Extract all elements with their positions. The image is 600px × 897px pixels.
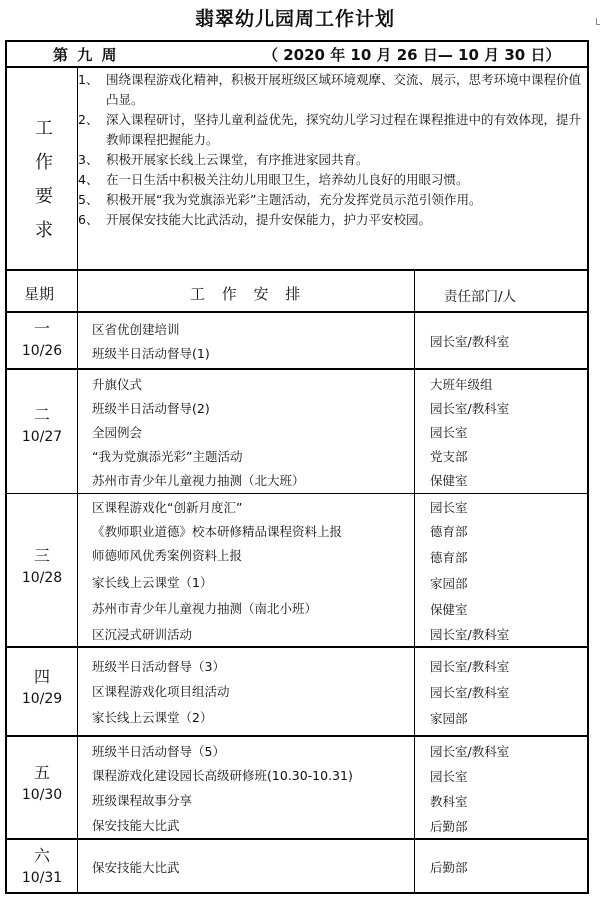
dept-item: 家园部 [430, 576, 468, 591]
task-item: 全园例会 [92, 425, 143, 440]
task-item: 班级半日活动督导（3） [92, 659, 225, 674]
dept-item: 保健室 [430, 473, 468, 488]
task-item: 区课程游戏化“创新月度汇” [92, 500, 243, 515]
task-item: 班级半日活动督导（5） [92, 744, 225, 759]
corner-mark [596, 18, 600, 25]
column-header-day: 星期 [24, 285, 55, 303]
divider [77, 270, 78, 894]
day-cell: 一 10/26 [21, 319, 63, 359]
task-item: 班级课程故事分享 [92, 793, 193, 808]
dept-item: 园长室 [430, 425, 468, 440]
requirement-item: 6、 开展保安技能大比武活动，提升安保能力，护力平安校园。 [78, 212, 432, 227]
day-cell: 三 10/28 [21, 546, 63, 586]
divider [5, 66, 589, 68]
dept-item: 党支部 [430, 449, 468, 464]
divider [5, 646, 589, 648]
task-item: 课程游戏化建设园长高级研修班(10.30-10.31) [92, 768, 353, 783]
day-cell: 五 10/30 [21, 763, 63, 803]
requirement-item: 1、 围绕课程游戏化精神，积极开展班级区域环境观摩、交流、展示，思考环境中课程价值凸显。 [78, 72, 582, 107]
week-row [7, 42, 587, 66]
dept-item: 大班年级组 [430, 377, 493, 392]
dept-item: 教科室 [430, 794, 468, 809]
dept-item: 园长室/教科室 [430, 627, 510, 642]
dept-item: 保健室 [430, 602, 468, 617]
divider [5, 368, 589, 370]
task-item: 苏州市青少年儿童视力抽测（北大班） [92, 473, 305, 488]
task-item: 家长线上云课堂（1） [92, 575, 213, 590]
divider [77, 66, 78, 270]
dept-item: 园长室/教科室 [430, 685, 510, 700]
dept-item: 园长室/教科室 [430, 334, 510, 349]
requirements-label: 工 作 要 求 [35, 118, 53, 241]
divider [5, 838, 589, 840]
divider [5, 269, 589, 271]
requirements-list [78, 70, 583, 230]
divider [5, 493, 589, 494]
requirement-item: 5、 积极开展“我为党旗添光彩”主题活动，充分发挥党员示范引领作用。 [78, 192, 482, 207]
column-header-dept: 责任部门/人 [444, 289, 517, 305]
divider [5, 735, 589, 737]
dept-item: 园长室/教科室 [430, 659, 510, 674]
dept-item: 园长室 [430, 500, 468, 515]
day-cell: 四 10/29 [21, 667, 63, 707]
requirement-item: 2、 深入课程研讨，坚持儿童利益优先，探究幼儿学习过程在课程推进中的有效体现，提升教师课程把握能力。 [78, 112, 582, 147]
dept-item: 园长室/教科室 [430, 744, 510, 759]
task-item: 《教师职业道德》校本研修精品课程资料上报 [92, 524, 343, 539]
task-item: “我为党旗添光彩”主题活动 [92, 449, 243, 464]
dept-item: 德育部 [430, 550, 468, 565]
task-item: 班级半日活动督导(1) [92, 346, 210, 361]
column-header-work: 工 作 安 排 [190, 285, 307, 303]
dept-item: 后勤部 [430, 860, 468, 875]
day-cell: 二 10/27 [21, 405, 63, 445]
task-item: 保安技能大比武 [92, 818, 180, 833]
task-item: 师德师风优秀案例资料上报 [92, 548, 243, 563]
week-range: （ 2020 年 10 月 26 日— 10 月 30 日） [263, 46, 561, 64]
task-item: 保安技能大比武 [92, 860, 180, 875]
task-item: 区沉浸式研训活动 [92, 627, 193, 642]
day-cell: 六 10/31 [21, 846, 63, 886]
week-label: 第 九 周 [53, 46, 119, 64]
task-item: 区课程游戏化项目组活动 [92, 684, 230, 699]
dept-item: 园长室 [430, 769, 468, 784]
requirement-item: 3、 积极开展家长线上云课堂，有序推进家园共育。 [78, 152, 369, 167]
task-item: 苏州市青少年儿童视力抽测（南北小班） [92, 601, 318, 616]
task-item: 班级半日活动督导(2) [92, 401, 210, 416]
dept-item: 后勤部 [430, 819, 468, 834]
task-item: 区省优创建培训 [92, 322, 180, 337]
dept-item: 园长室/教科室 [430, 401, 510, 416]
requirement-item: 4、 在一日生活中积极关注幼儿用眼卫生，培养幼儿良好的用眼习惯。 [78, 172, 469, 187]
dept-item: 家园部 [430, 711, 468, 726]
divider [414, 270, 415, 894]
task-item: 升旗仪式 [92, 377, 143, 392]
dept-item: 德育部 [430, 524, 468, 539]
page-title: 翡翠幼儿园周工作计划 [194, 8, 395, 30]
divider [5, 311, 589, 313]
task-item: 家长线上云课堂（2） [92, 710, 213, 725]
